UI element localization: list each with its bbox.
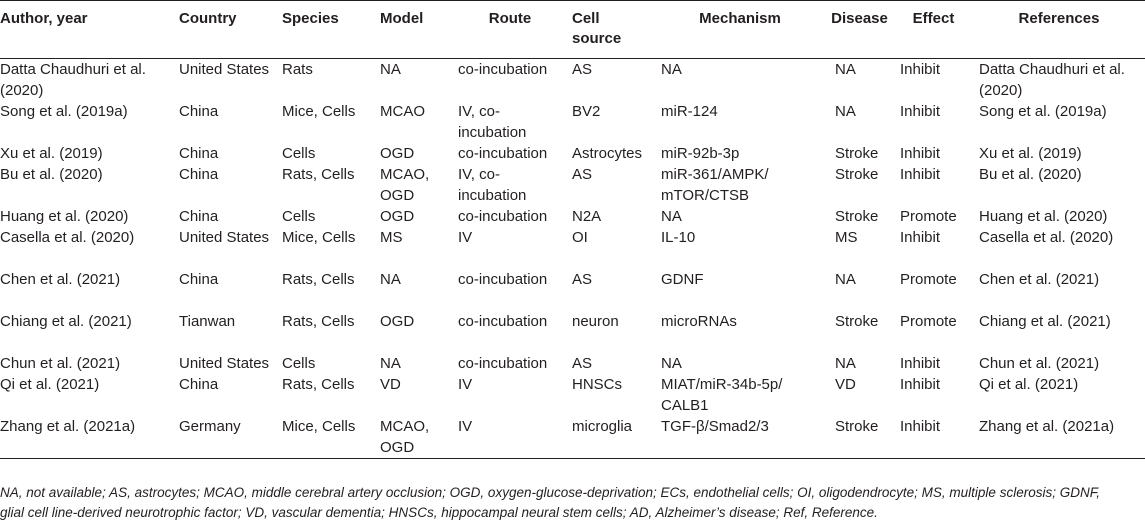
cell-model: NA (380, 355, 401, 372)
cell-disease: VD (835, 376, 856, 393)
cell-effect: Inhibit (900, 61, 941, 78)
cell-cell-source: N2A (572, 208, 602, 225)
cell-effect: Inhibit (900, 376, 941, 393)
cell-effect: Inhibit (900, 229, 941, 246)
cell-cell-source: AS (572, 355, 593, 372)
table-row (0, 206, 1145, 227)
table-row (0, 353, 1145, 374)
cell-references: Casella et al. (2020) (979, 229, 1114, 246)
cell-route: IV (458, 376, 473, 393)
cell-model: OGD (380, 208, 415, 225)
cell-cell-source: neuron (572, 313, 619, 330)
column-header-cell-source: Cell source (566, 1, 655, 59)
cell-mechanism: microRNAs (661, 313, 737, 330)
cell-route: co-incubation (458, 271, 548, 288)
cell-references: Chiang et al. (2021) (979, 313, 1111, 330)
cell-cell-source: AS (572, 61, 593, 78)
cell-references: Zhang et al. (2021a) (973, 416, 1145, 459)
cell-author: Chen et al. (2021) (0, 271, 121, 288)
cell-model: NA (380, 271, 401, 288)
table-row (0, 101, 1145, 143)
cell-country: China (179, 103, 219, 120)
cell-author: Zhang et al. (2021a) (0, 416, 165, 459)
cell-cell-source: AS (572, 166, 593, 183)
cell-model: VD (380, 376, 401, 393)
cell-country: China (179, 376, 219, 393)
cell-species: Rats (282, 61, 313, 78)
cell-author: Chun et al. (2021) (0, 355, 121, 372)
cell-route: co-incubation (458, 145, 548, 162)
table-row (0, 311, 1145, 353)
cell-route: co-incubation (458, 313, 548, 330)
cell-mechanism: GDNF (661, 271, 704, 288)
table-footnote (0, 483, 1140, 523)
table-row (0, 374, 1145, 416)
cell-author: Datta Chaudhuri et al. (2020) (0, 61, 146, 99)
cell-effect: Promote (900, 208, 957, 225)
cell-disease: Stroke (835, 313, 879, 330)
cell-effect: Inhibit (900, 166, 941, 183)
cell-model: MCAO, OGD (380, 166, 430, 204)
table-row (0, 416, 1145, 459)
cell-model: NA (380, 61, 401, 78)
cell-route: IV (454, 416, 566, 459)
column-header-route: Route (454, 1, 566, 59)
table-row (0, 269, 1145, 311)
cell-species: Cells (282, 355, 316, 372)
cell-mechanism: TGF-β/Smad2/3 (655, 416, 825, 459)
cell-mechanism: IL-10 (661, 229, 696, 246)
cell-disease: Stroke (825, 416, 894, 459)
cell-references: Xu et al. (2019) (979, 145, 1082, 162)
cell-effect: Promote (900, 271, 957, 288)
cell-country: United States (179, 61, 270, 78)
cell-references: Huang et al. (2020) (979, 208, 1108, 225)
cell-model: OGD (380, 145, 415, 162)
cell-references: Bu et al. (2020) (979, 166, 1082, 183)
cell-country: United States (179, 355, 270, 372)
cell-disease: Stroke (835, 208, 879, 225)
header-row (0, 1, 1145, 59)
cell-species: Mice, Cells (276, 416, 374, 459)
cell-mechanism: NA (661, 61, 682, 78)
cell-model: MS (380, 229, 403, 246)
cell-author: Xu et al. (2019) (0, 145, 103, 162)
cell-route: co-incubation (458, 61, 548, 78)
cell-effect: Inhibit (900, 355, 941, 372)
cell-author: Chiang et al. (2021) (0, 313, 132, 330)
column-header-species: Species (276, 1, 374, 59)
cell-author: Casella et al. (2020) (0, 229, 135, 246)
cell-author: Bu et al. (2020) (0, 166, 103, 183)
cell-disease: NA (835, 103, 856, 120)
cell-species: Rats, Cells (282, 376, 355, 393)
column-header-author: Author, year (0, 1, 165, 59)
cell-effect: Inhibit (900, 145, 941, 162)
cell-model: MCAO, OGD (374, 416, 454, 459)
cell-references: Chen et al. (2021) (979, 271, 1100, 288)
cell-references: Datta Chaudhuri et al. (2020) (979, 61, 1125, 99)
cell-references: Qi et al. (2021) (979, 376, 1079, 393)
column-header-country: Country (165, 1, 276, 59)
cell-cell-source: Astrocytes (572, 145, 643, 162)
cell-model: OGD (380, 313, 415, 330)
cell-cell-source: BV2 (572, 103, 601, 120)
cell-country: China (179, 208, 219, 225)
cell-species: Mice, Cells (282, 103, 356, 120)
footnote-line-1: NA, not available; AS, astrocytes; MCAO, middle cerebral artery occlusion; OGD, oxygen-glucose-deprivation; ECs, endothelial cells; OI, oligodendrocyte; MS, multiple sclerosis; GDNF, (0, 485, 1100, 500)
cell-country: China (179, 271, 219, 288)
cell-species: Rats, Cells (282, 271, 355, 288)
cell-route: IV, co-incubation (458, 103, 527, 141)
column-header-effect: Effect (894, 1, 973, 59)
cell-route: IV, co-incubation (458, 166, 527, 204)
cell-cell-source: OI (572, 229, 588, 246)
cell-country: Tianwan (179, 313, 236, 330)
cell-mechanism: NA (661, 208, 682, 225)
cell-author: Qi et al. (2021) (0, 376, 100, 393)
cell-cell-source: microglia (566, 416, 655, 459)
table-row (0, 59, 1145, 102)
column-header-mechanism: Mechanism (655, 1, 825, 59)
cell-mechanism: MIAT/miR-34b-5p/ CALB1 (661, 376, 783, 414)
cell-model: MCAO (380, 103, 425, 120)
cell-effect: Inhibit (900, 103, 941, 120)
cell-species: Cells (282, 145, 316, 162)
cell-references: Chun et al. (2021) (979, 355, 1100, 372)
cell-effect: Inhibit (894, 416, 973, 459)
cell-disease: NA (835, 61, 856, 78)
cell-disease: Stroke (835, 145, 879, 162)
cell-species: Cells (282, 208, 316, 225)
cell-mechanism: miR-361/AMPK/ mTOR/CTSB (661, 166, 769, 204)
cell-mechanism: miR-92b-3p (661, 145, 740, 162)
cell-disease: MS (835, 229, 858, 246)
cell-species: Rats, Cells (282, 166, 355, 183)
cell-cell-source: AS (572, 271, 593, 288)
cell-country: China (179, 145, 219, 162)
table-row (0, 164, 1145, 206)
cell-country: Germany (165, 416, 276, 459)
cell-mechanism: miR-124 (661, 103, 718, 120)
column-header-disease: Disease (825, 1, 894, 59)
cell-disease: NA (835, 355, 856, 372)
cell-route: IV (458, 229, 473, 246)
cell-country: United States (179, 229, 270, 246)
cell-effect: Promote (900, 313, 957, 330)
cell-route: co-incubation (458, 355, 548, 372)
table-row (0, 227, 1145, 269)
cell-country: China (179, 166, 219, 183)
table-body (0, 59, 1145, 459)
footnote-line-2: glial cell line-derived neurotrophic factor; VD, vascular dementia; HNSCs, hippocampal neural stem cells; AD, Alzheimer’s disease; Ref, Reference. (0, 505, 878, 520)
cell-references: Song et al. (2019a) (979, 103, 1107, 120)
column-header-references: References (973, 1, 1145, 59)
cell-species: Mice, Cells (282, 229, 356, 246)
cell-species: Rats, Cells (282, 313, 355, 330)
cell-cell-source: HNSCs (572, 376, 623, 393)
cell-mechanism: NA (661, 355, 682, 372)
cell-disease: Stroke (835, 166, 879, 183)
cell-disease: NA (835, 271, 856, 288)
table-row (0, 143, 1145, 164)
cell-author: Huang et al. (2020) (0, 208, 129, 225)
cell-author: Song et al. (2019a) (0, 103, 128, 120)
cell-route: co-incubation (458, 208, 548, 225)
column-header-model: Model (374, 1, 454, 59)
